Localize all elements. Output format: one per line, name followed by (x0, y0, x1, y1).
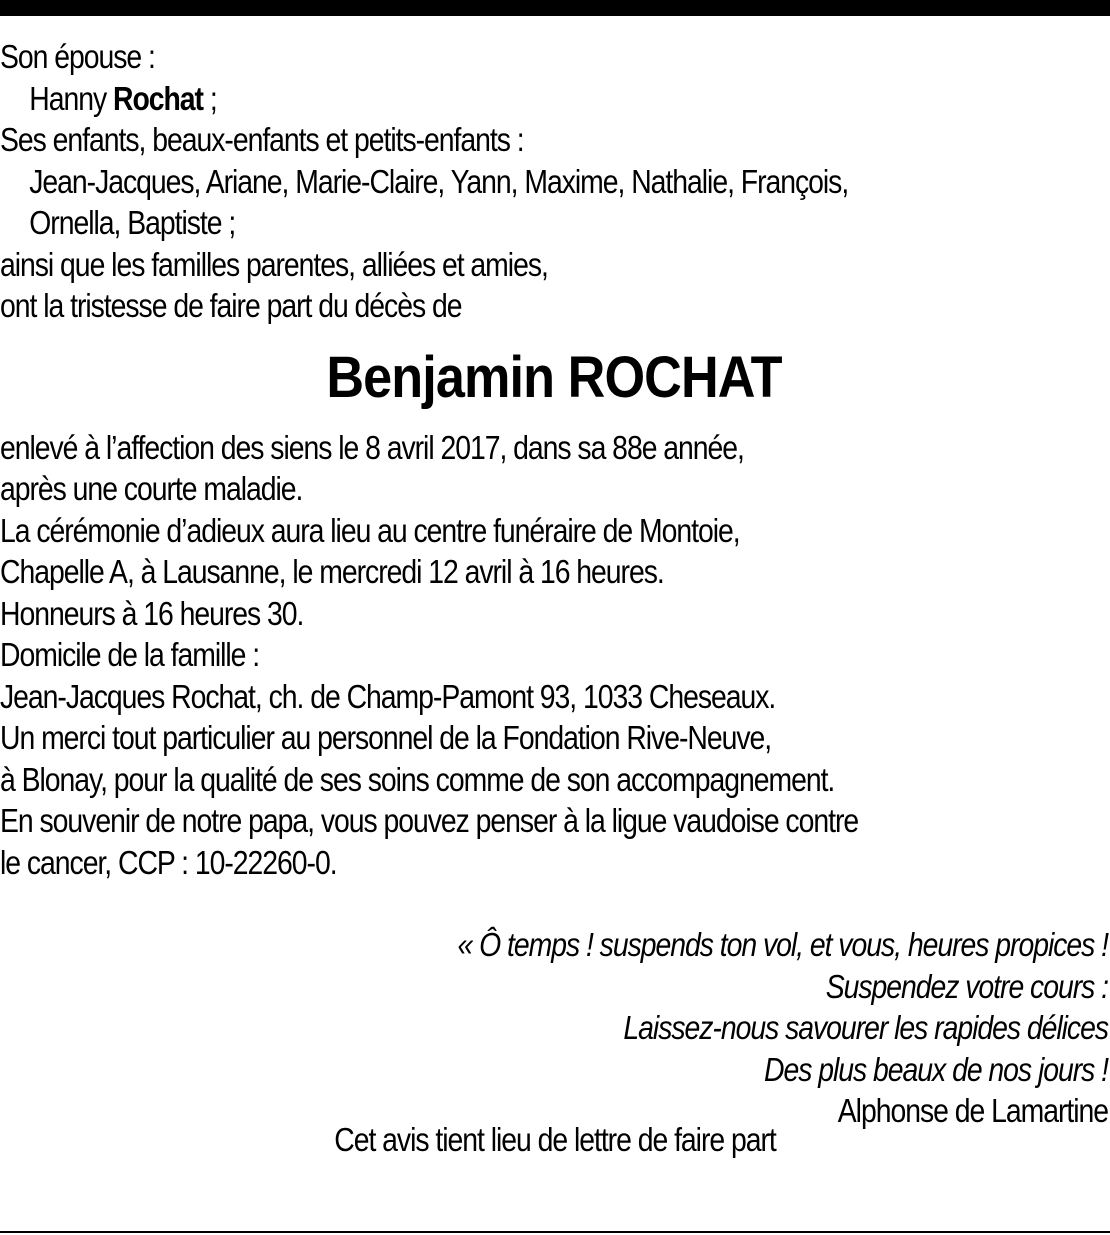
poem-line: « Ô temps ! suspends ton vol, et vous, heures propices ! (457, 926, 1109, 963)
spouse-first-name: Hanny (29, 79, 107, 117)
poem-line: Laissez-nous savourer les rapides délices (623, 1009, 1108, 1046)
closing-note: Cet avis tient lieu de lettre de faire part (334, 1121, 776, 1158)
relatives-line: ainsi que les familles parentes, alliées et amies, (0, 245, 548, 283)
poem-line: Des plus beaux de nos jours ! (764, 1050, 1108, 1088)
children-names-line-2: Ornella, Baptiste ; (29, 204, 236, 241)
poem-author: Alphonse de Lamartine (837, 1092, 1108, 1129)
obituary-notice (0, 36, 1108, 1132)
detail-line: Un merci tout particulier au personnel de la Fondation Rive-Neuve, (0, 719, 772, 756)
detail-line: Jean-Jacques Rochat, ch. de Champ-Pamont 93, 1033 Cheseaux. (0, 677, 776, 715)
announcement-line: ont la tristesse de faire part du décès de (0, 287, 462, 324)
bottom-border-rule (0, 1231, 1110, 1233)
detail-line: Domicile de la famille : (0, 636, 260, 673)
deceased-name: Benjamin ROCHAT (326, 344, 782, 410)
detail-line: Honneurs à 16 heures 30. (0, 594, 304, 632)
detail-line: enlevé à l’affection des siens le 8 avril 2017, dans sa 88e année, (0, 428, 744, 466)
detail-line: En souvenir de notre papa, vous pouvez penser à la ligue vaudoise contre (0, 802, 859, 839)
spouse-heading: Son épouse : (0, 38, 155, 75)
children-names-line-1: Jean-Jacques, Ariane, Marie-Claire, Yann, Maxime, Nathalie, François, (29, 162, 849, 200)
spouse-last-name: Rochat (112, 79, 203, 117)
poem-quote (0, 924, 1108, 1132)
detail-line: après une courte maladie. (0, 470, 303, 507)
detail-line: à Blonay, pour la qualité de ses soins comme de son accompagnement. (0, 760, 835, 798)
detail-line: le cancer, CCP : 10-22260-0. (0, 843, 337, 881)
poem-line: Suspendez votre cours : (825, 967, 1108, 1005)
spouse-name-line (0, 78, 953, 120)
detail-line: Chapelle A, à Lausanne, le mercredi 12 avril à 16 heures. (0, 553, 664, 590)
children-heading: Ses enfants, beaux-enfants et petits-enfants : (0, 121, 524, 158)
detail-line: La cérémonie d’adieux aura lieu au centre funéraire de Montoie, (0, 511, 740, 549)
spouse-suffix: ; (202, 79, 217, 117)
top-border-rule (0, 0, 1110, 16)
